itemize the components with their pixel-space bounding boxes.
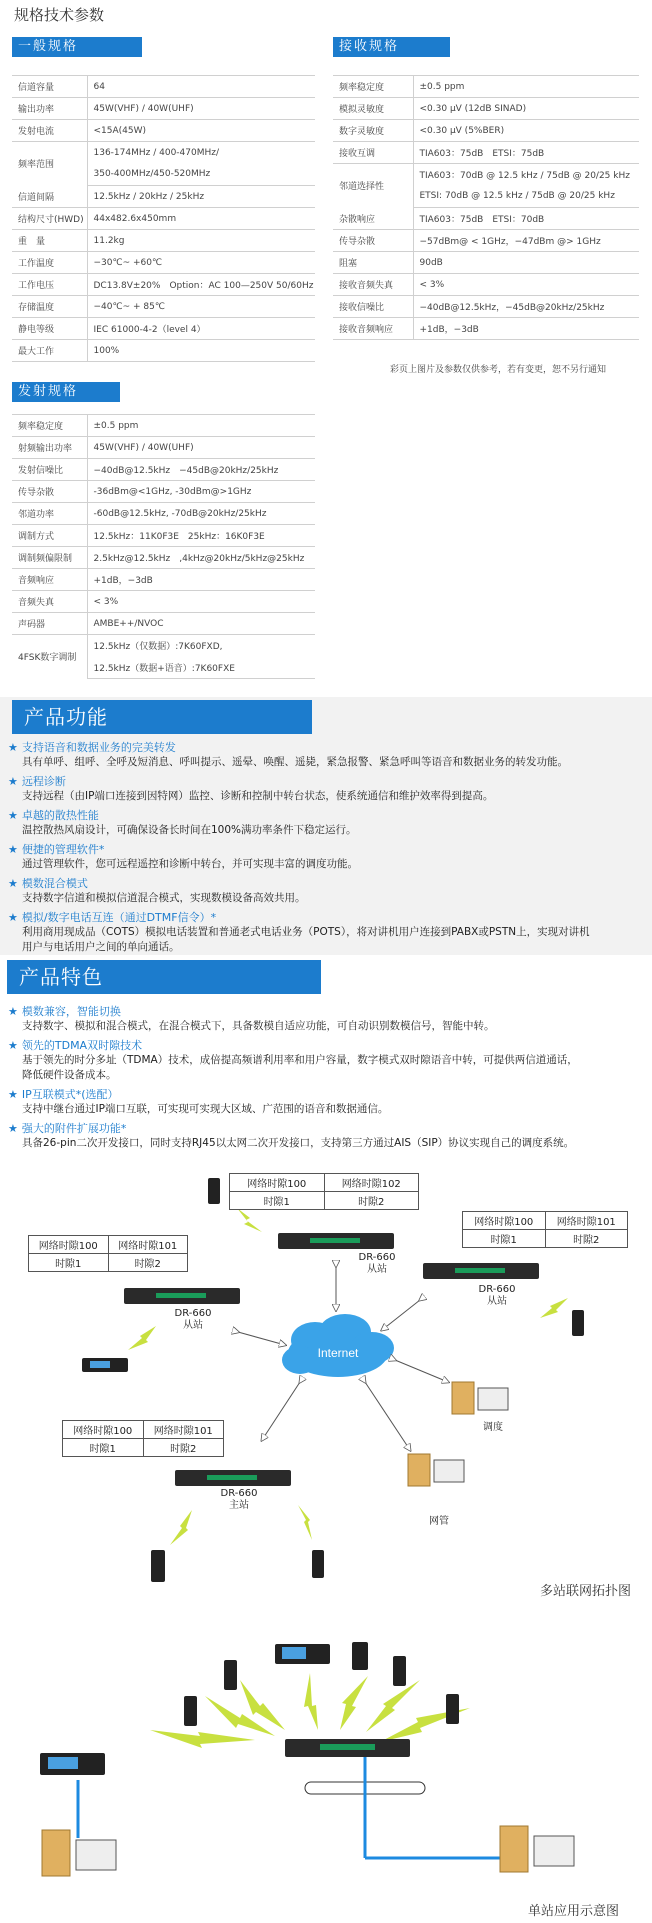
spec-value: AMBE++/NVOC bbox=[87, 613, 315, 635]
feature-title: IP互联模式*(选配） bbox=[21, 1088, 119, 1101]
spec-row bbox=[333, 296, 639, 318]
spec-row bbox=[12, 525, 315, 547]
receive-spec-table bbox=[333, 75, 639, 340]
spec-row bbox=[12, 208, 315, 230]
station-label: DR-660 主站 bbox=[220, 1488, 258, 1511]
spec-row bbox=[12, 230, 315, 252]
spec-row bbox=[12, 120, 315, 142]
radio-signal-icon bbox=[150, 1673, 470, 1748]
spec-value: 136-174MHz / 400-470MHz/ bbox=[93, 147, 220, 158]
spec-row bbox=[333, 164, 639, 186]
spec-row bbox=[12, 186, 315, 208]
spec-key: 信道容量 bbox=[12, 76, 87, 98]
slot-table: 网络时隙100 网络时隙101 时隙1 时隙2 bbox=[62, 1420, 224, 1457]
star-icon: ★ bbox=[8, 775, 18, 788]
single-site-caption: 单站应用示意图 bbox=[528, 1904, 620, 1919]
spec-key: 传导杂散 bbox=[333, 230, 413, 252]
network-management-computer-icon bbox=[408, 1454, 464, 1486]
spec-row bbox=[12, 547, 315, 569]
spec-value: −40dB@12.5kHz，−45dB@20kHz/25kHz bbox=[413, 296, 639, 318]
feature-title: 模拟/数字电话互连（通过DTMF信令）* bbox=[21, 911, 217, 924]
spec-row bbox=[333, 76, 639, 98]
spec-value: ±0.5 ppm bbox=[87, 415, 315, 437]
feature-item bbox=[8, 876, 648, 906]
feature-desc: 具备26-pin二次开发接口，同时支持RJ45以太网二次开发接口，支持第三方通过AIS（SIP）协议实现自己的调度系统。 bbox=[22, 1137, 575, 1149]
spec-value: 44x482.6x450mm bbox=[87, 208, 315, 230]
spec-key: 输出功率 bbox=[12, 98, 87, 120]
spec-key: 数字灵敏度 bbox=[333, 120, 413, 142]
spec-value: +1dB，−3dB bbox=[87, 569, 315, 591]
general-spec-header: 一般规格 bbox=[12, 37, 142, 57]
spec-key: 模拟灵敏度 bbox=[333, 98, 413, 120]
spec-key: 接收信噪比 bbox=[333, 296, 413, 318]
spec-row bbox=[12, 252, 315, 274]
spec-value: −40dB@12.5kHz −45dB@20kHz/25kHz bbox=[87, 459, 315, 481]
spec-value: 45W(VHF) / 40W(UHF) bbox=[87, 437, 315, 459]
spec-row bbox=[12, 481, 315, 503]
spec-value: <0.30 μV (12dB SINAD) bbox=[413, 98, 639, 120]
transmit-spec-table bbox=[12, 414, 315, 679]
mobile-radio-icon bbox=[82, 1358, 128, 1372]
spec-row bbox=[12, 340, 315, 362]
feature-item bbox=[8, 774, 648, 804]
spec-row bbox=[12, 318, 315, 340]
receive-spec-header: 接收规格 bbox=[333, 37, 450, 57]
feature-title: 强大的附件扩展功能* bbox=[21, 1122, 127, 1135]
feature-item bbox=[8, 910, 648, 955]
spec-value: 45W(VHF) / 40W(UHF) bbox=[87, 98, 315, 120]
spec-value: <0.30 μV (5%BER) bbox=[413, 120, 639, 142]
spec-row bbox=[12, 98, 315, 120]
spec-value: < 3% bbox=[87, 591, 315, 613]
spec-row bbox=[12, 437, 315, 459]
feature-desc: 支持中继台通过IP端口互联，可实现可实现大区域、广范围的语音和数据通信。 bbox=[22, 1103, 389, 1115]
star-icon: ★ bbox=[8, 1122, 18, 1135]
spec-key: 音频失真 bbox=[12, 591, 87, 613]
spec-key: 4FSK数字调制 bbox=[12, 635, 87, 679]
transmit-spec-header: 发射规格 bbox=[12, 382, 120, 402]
spec-key: 发射信噪比 bbox=[12, 459, 87, 481]
spec-key: 调制频偏限制 bbox=[12, 547, 87, 569]
feature-title: 支持语音和数据业务的完美转发 bbox=[21, 741, 176, 754]
spec-key: 杂散响应 bbox=[333, 208, 413, 230]
functions-list bbox=[8, 740, 648, 959]
spec-value: -60dB@12.5kHz, -70dB@20kHz/25kHz bbox=[87, 503, 315, 525]
features-list bbox=[8, 1004, 648, 1155]
single-site-diagram bbox=[0, 1618, 652, 1898]
spec-key: 接收音频响应 bbox=[333, 318, 413, 340]
star-icon: ★ bbox=[8, 911, 18, 924]
disclaimer-note: 彩页上图片及参数仅供参考，若有变更，恕不另行通知 bbox=[390, 365, 607, 375]
feature-item bbox=[8, 1038, 648, 1083]
slot-table: 网络时隙100 网络时隙101 时隙1 时隙2 bbox=[28, 1235, 188, 1272]
feature-item bbox=[8, 808, 648, 838]
spec-key: 邻道功率 bbox=[12, 503, 87, 525]
spec-key: 静电等级 bbox=[12, 318, 87, 340]
spec-value: 12.5kHz：11K0F3E 25kHz：16K0F3E bbox=[87, 525, 315, 547]
spec-value: −40℃~ + 85℃ bbox=[87, 296, 315, 318]
station-label: DR-660 从站 bbox=[358, 1252, 396, 1275]
spec-row bbox=[12, 591, 315, 613]
spec-key: 结构尺寸(HWD) bbox=[12, 208, 87, 230]
internet-label: Internet bbox=[317, 1346, 359, 1360]
spec-row bbox=[12, 503, 315, 525]
feature-title: 便捷的管理软件* bbox=[21, 843, 105, 856]
repeater-icon bbox=[285, 1739, 410, 1757]
spec-value: TIA603：75dB ETSI：75dB bbox=[413, 142, 639, 164]
spec-value: +1dB，−3dB bbox=[413, 318, 639, 340]
feature-item bbox=[8, 740, 648, 770]
spec-key: 声码器 bbox=[12, 613, 87, 635]
spec-value: -36dBm@<1GHz, -30dBm@>1GHz bbox=[87, 481, 315, 503]
spec-key: 射频输出功率 bbox=[12, 437, 87, 459]
spec-row bbox=[12, 459, 315, 481]
slot-table: 网络时隙100 网络时隙101 时隙1 时隙2 bbox=[462, 1211, 628, 1248]
spec-row bbox=[12, 415, 315, 437]
feature-desc: 基于领先的时分多址（TDMA）技术，成倍提高频谱利用率和用户容量，数字模式双时隙语音中转，可提供两信道通话， bbox=[22, 1054, 578, 1066]
dispatch-label: 调度 bbox=[483, 1422, 503, 1433]
spec-row bbox=[333, 252, 639, 274]
spec-row bbox=[12, 569, 315, 591]
general-spec-table bbox=[12, 75, 315, 362]
feature-desc: 通过管理软件，您可远程遥控和诊断中转台，并可实现丰富的调度功能。 bbox=[22, 858, 358, 870]
features-header: 产品特色 bbox=[7, 960, 321, 994]
spec-value: 2.5kHz@12.5kHz ,4kHz@20kHz/5kHz@25kHz bbox=[87, 547, 315, 569]
spec-value: 90dB bbox=[413, 252, 639, 274]
spec-value: 64 bbox=[87, 76, 315, 98]
star-icon: ★ bbox=[8, 1039, 18, 1052]
spec-row bbox=[333, 274, 639, 296]
feature-desc: 支持远程（由IP端口连接到因特网）监控、诊断和控制中转台状态，使系统通信和维护效率得到提高。 bbox=[22, 790, 494, 802]
spec-row bbox=[12, 76, 315, 98]
spec-value: 100% bbox=[87, 340, 315, 362]
spec-value: 12.5kHz（仅数据）:7K60FXD, bbox=[93, 642, 223, 653]
spec-row bbox=[333, 142, 639, 164]
spec-row bbox=[12, 635, 315, 657]
spec-value: −57dBm@ < 1GHz，−47dBm @> 1GHz bbox=[413, 230, 639, 252]
spec-key: 发射电流 bbox=[12, 120, 87, 142]
star-icon: ★ bbox=[8, 843, 18, 856]
spec-value: TIA603：75dB ETSI：70dB bbox=[413, 208, 639, 230]
feature-title: 卓越的散热性能 bbox=[21, 809, 99, 822]
topology-caption: 多站联网拓扑图 bbox=[540, 1584, 632, 1599]
spec-key: 频率稳定度 bbox=[12, 415, 87, 437]
feature-item bbox=[8, 1004, 648, 1034]
feature-desc: 具有单呼、组呼、全呼及短消息、呼叫提示、遥晕、唤醒、遥毙，紧急报警、紧急呼叫等语音和数据业务的转发功能。 bbox=[22, 756, 568, 768]
spec-row bbox=[333, 120, 639, 142]
spec-key: 频率范围 bbox=[12, 142, 87, 186]
star-icon: ★ bbox=[8, 1005, 18, 1018]
spec-key: 音频响应 bbox=[12, 569, 87, 591]
spec-row bbox=[12, 142, 315, 164]
station-label: DR-660 从站 bbox=[478, 1284, 516, 1307]
spec-value: −30℃~ +60℃ bbox=[87, 252, 315, 274]
feature-desc: 降低硬件设备成本。 bbox=[22, 1069, 117, 1081]
spec-key: 接收音频失真 bbox=[333, 274, 413, 296]
functions-header: 产品功能 bbox=[12, 700, 312, 734]
star-icon: ★ bbox=[8, 741, 18, 754]
spec-key: 存储温度 bbox=[12, 296, 87, 318]
feature-item bbox=[8, 1121, 648, 1151]
spec-key: 接收互调 bbox=[333, 142, 413, 164]
spec-row bbox=[12, 613, 315, 635]
dispatch-computer-icon bbox=[452, 1382, 508, 1414]
star-icon: ★ bbox=[8, 809, 18, 822]
spec-row bbox=[333, 230, 639, 252]
feature-desc: 利用商用现成品（COTS）模拟电话装置和普通老式电话业务（POTS），将对讲机用户连接到PABX或PSTN上，实现对讲机 bbox=[22, 926, 590, 938]
spec-row bbox=[333, 98, 639, 120]
feature-title: 远程诊断 bbox=[21, 775, 66, 788]
spec-value: 12.5kHz / 20kHz / 25kHz bbox=[87, 186, 315, 208]
spec-row bbox=[333, 208, 639, 230]
station-label: DR-660 从站 bbox=[174, 1308, 212, 1331]
spec-key: 信道间隔 bbox=[12, 186, 87, 208]
feature-title: 模数兼容，智能切换 bbox=[21, 1005, 121, 1018]
spec-key: 最大工作 bbox=[12, 340, 87, 362]
spec-key: 工作温度 bbox=[12, 252, 87, 274]
spec-value: ETSI: 70dB @ 12.5 kHz / 75dB @ 20/25 kHz bbox=[413, 186, 639, 208]
spec-value: 12.5kHz（数据+语音）:7K60FXE bbox=[87, 657, 315, 679]
feature-desc: 用户与电话用户之间的单向通话。 bbox=[22, 941, 180, 953]
feature-desc: 温控散热风扇设计，可确保设备长时间在100%满功率条件下稳定运行。 bbox=[22, 824, 357, 836]
slot-table: 网络时隙100 网络时隙102 时隙1 时隙2 bbox=[229, 1173, 419, 1210]
spec-value: <15A(45W) bbox=[87, 120, 315, 142]
netmgmt-label: 网管 bbox=[429, 1516, 449, 1527]
spec-row bbox=[12, 274, 315, 296]
feature-item bbox=[8, 1087, 648, 1117]
server-computer-icon bbox=[500, 1826, 574, 1872]
spec-value: ±0.5 ppm bbox=[413, 76, 639, 98]
spec-value: TIA603：70dB @ 12.5 kHz / 75dB @ 20/25 kHz bbox=[419, 171, 630, 182]
spec-key: 工作电压 bbox=[12, 274, 87, 296]
star-icon: ★ bbox=[8, 877, 18, 890]
spec-value: 11.2kg bbox=[87, 230, 315, 252]
spec-key: 阻塞 bbox=[333, 252, 413, 274]
feature-desc: 支持数字、模拟和混合模式，在混合模式下，具备数模自适应功能，可自动识别数模信号，智能中转。 bbox=[22, 1020, 495, 1032]
feature-title: 模数混合模式 bbox=[21, 877, 88, 890]
spec-key: 传导杂散 bbox=[12, 481, 87, 503]
spec-value: DC13.8V±20% Option：AC 100—250V 50/60Hz bbox=[87, 274, 315, 296]
star-icon: ★ bbox=[8, 1088, 18, 1101]
page-title: 规格技术参数 bbox=[14, 6, 105, 24]
spec-value: < 3% bbox=[413, 274, 639, 296]
spec-key: 邻道选择性 bbox=[333, 164, 413, 208]
feature-item bbox=[8, 842, 648, 872]
spec-row bbox=[12, 296, 315, 318]
spec-key: 重 量 bbox=[12, 230, 87, 252]
spec-value: 350-400MHz/450-520MHz bbox=[87, 164, 315, 186]
spec-row bbox=[333, 318, 639, 340]
spec-value: IEC 61000-4-2（level 4） bbox=[87, 318, 315, 340]
network-cable-icon bbox=[78, 1757, 500, 1858]
spec-key: 频率稳定度 bbox=[333, 76, 413, 98]
feature-title: 领先的TDMA双时隙技术 bbox=[21, 1039, 143, 1052]
spec-key: 调制方式 bbox=[12, 525, 87, 547]
feature-desc: 支持数字信道和模拟信道混合模式，实现数模设备高效共用。 bbox=[22, 892, 306, 904]
